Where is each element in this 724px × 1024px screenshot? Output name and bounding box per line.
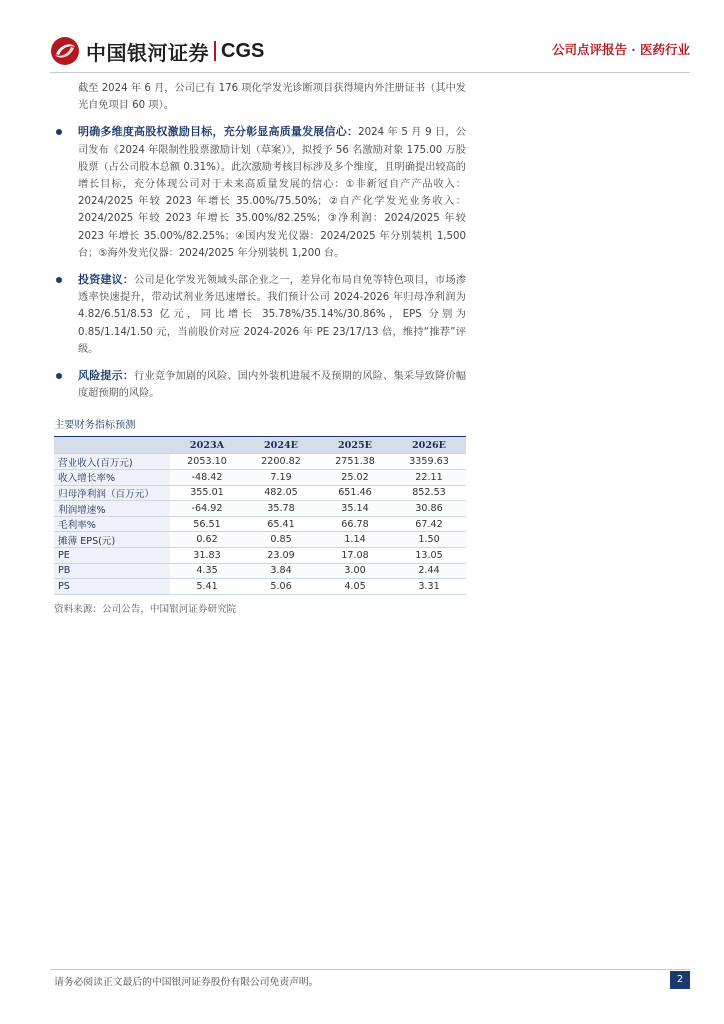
bullet-risk [54, 367, 466, 402]
bullet-risk-text: 行业竞争加剧的风险、国内外装机进展不及预期的风险、集采导致降价幅度超预期的风险。 [78, 371, 467, 400]
table-cell: 35.78 [244, 501, 318, 517]
bullet-investment [54, 271, 466, 358]
table-cell: 22.11 [392, 470, 466, 486]
table-header-cell: 2024E [244, 437, 318, 454]
table-row [54, 516, 466, 532]
table-cell: 5.06 [244, 579, 318, 595]
table-cell: 355.01 [170, 485, 244, 501]
table-cell: 0.62 [170, 532, 244, 548]
table-cell: 4.05 [318, 579, 392, 595]
table-row [54, 501, 466, 517]
table-cell: 2.44 [392, 563, 466, 579]
bullet-investment-text: 公司是化学发光领域头部企业之一，差异化布局自免等特色项目，市场渗透率快速提升，带动试剂业务迅速增长。我们预计公司 2024-2026 年归母净利润为 4.82/6.51/8.53 亿元，同比增长 35.78%/35.14%/30.86%，EPS 分别为 0.85/1.14/1.50 元，当前股价对应 2024-2026 年 PE 23/17/13 倍，维持“推荐”评级。 [78, 275, 467, 355]
table-cell: 31.83 [170, 548, 244, 564]
table-row-label: 归母净利润（百万元） [54, 485, 170, 501]
page-number: 2 [670, 971, 690, 989]
table-cell: 30.86 [392, 501, 466, 517]
bullet-risk-title: 风险提示： [78, 369, 134, 383]
bullet-incentive-text: 2024 年 5 月 9 日，公司发布《2024 年限制性股票激励计划（草案）》，拟授予 56 名激励对象 175.00 万股股票（占公司股本总额 0.31%）。此次激励考核目标涉及多个维度，且明确提出较高的增长目标，充分体现公司对于未来高质量发展的信心：①非新冠自产产品收入：2024/2025 年较 2023 年增长 35.00%/75.50%；②自产化学发光业务收入：2024/2025 年较 2023 年增长 35.00%/82.25%；③净利润：2024/2025 年较 2023 年增长 35.00%/82.25%；④国内发光仪器：2024/2025 年分别装机 1,500 台；⑤海外发光仪器：2024/2025 年分别装机 1,200 台。 [78, 127, 466, 259]
table-cell: 3359.63 [392, 454, 466, 470]
header-divider [50, 72, 690, 73]
table-row-label: 利润增速% [54, 501, 170, 517]
brand-logo [50, 34, 264, 68]
table-cell: 35.14 [318, 501, 392, 517]
logo-divider [214, 41, 216, 61]
footer-divider [50, 969, 690, 970]
table-cell: 7.19 [244, 470, 318, 486]
table-cell: 482.05 [244, 485, 318, 501]
table-cell: 1.14 [318, 532, 392, 548]
table-cell: 2200.82 [244, 454, 318, 470]
table-cell: 5.41 [170, 579, 244, 595]
bullet-incentive [54, 123, 466, 262]
table-row-label: PE [54, 548, 170, 564]
footer-disclaimer: 请务必阅读正文最后的中国银河证券股份有限公司免责声明。 [54, 977, 319, 988]
table-header-cell: 2026E [392, 437, 466, 454]
table-row-label: PS [54, 579, 170, 595]
table-row [54, 563, 466, 579]
table-row [54, 532, 466, 548]
table-header-cell [54, 437, 170, 454]
table-cell: 852.53 [392, 485, 466, 501]
table-row [54, 579, 466, 595]
table-cell: 1.50 [392, 532, 466, 548]
table-header-cell: 2023A [170, 437, 244, 454]
table-cell: 13.05 [392, 548, 466, 564]
table-cell: -48.42 [170, 470, 244, 486]
table-cell: 56.51 [170, 516, 244, 532]
table-row-label: 营业收入(百万元) [54, 454, 170, 470]
bullet-incentive-title: 明确多维度高股权激励目标，充分彰显高质量发展信心： [78, 125, 359, 139]
table-row [54, 454, 466, 470]
table-row [54, 470, 466, 486]
bullet-dot-icon [56, 129, 62, 135]
galaxy-logo-icon [50, 36, 80, 66]
logo-english-name: CGS [221, 39, 265, 62]
bullet-dot-icon [56, 373, 62, 379]
report-type-label: 公司点评报告 · 医药行业 [551, 42, 690, 57]
page-header [50, 34, 690, 70]
table-cell: 4.35 [170, 563, 244, 579]
table-cell: 65.41 [244, 516, 318, 532]
table-header-cell: 2025E [318, 437, 392, 454]
table-cell: 17.08 [318, 548, 392, 564]
table-cell: -64.92 [170, 501, 244, 517]
table-row-label: 毛利率% [54, 516, 170, 532]
financial-forecast-table [54, 436, 466, 594]
table-cell: 3.84 [244, 563, 318, 579]
table-row [54, 548, 466, 564]
table-cell: 3.31 [392, 579, 466, 595]
table-cell: 3.00 [318, 563, 392, 579]
table-row-label: 摊薄 EPS(元) [54, 532, 170, 548]
table-row [54, 485, 466, 501]
table-cell: 67.42 [392, 516, 466, 532]
table-cell: 651.46 [318, 485, 392, 501]
bullet-dot-icon [56, 277, 62, 283]
table-header-row [54, 437, 466, 454]
intro-paragraph: 截至 2024 年 6 月，公司已有 176 项化学发光诊断项目获得境内外注册证书（其中发光自免项目 60 项）。 [78, 83, 466, 112]
table-cell: 2053.10 [170, 454, 244, 470]
bullet-investment-title: 投资建议： [78, 273, 134, 287]
table-title: 主要财务指标预测 [54, 420, 136, 432]
table-cell: 2751.38 [318, 454, 392, 470]
logo-chinese-name: 中国银河证券 [86, 40, 209, 65]
table-row-label: PB [54, 563, 170, 579]
table-cell: 66.78 [318, 516, 392, 532]
table-cell: 0.85 [244, 532, 318, 548]
table-cell: 25.02 [318, 470, 392, 486]
table-cell: 23.09 [244, 548, 318, 564]
main-content [54, 80, 466, 615]
data-source-note: 资料来源：公司公告，中国银河证券研究院 [54, 603, 237, 615]
table-row-label: 收入增长率% [54, 470, 170, 486]
